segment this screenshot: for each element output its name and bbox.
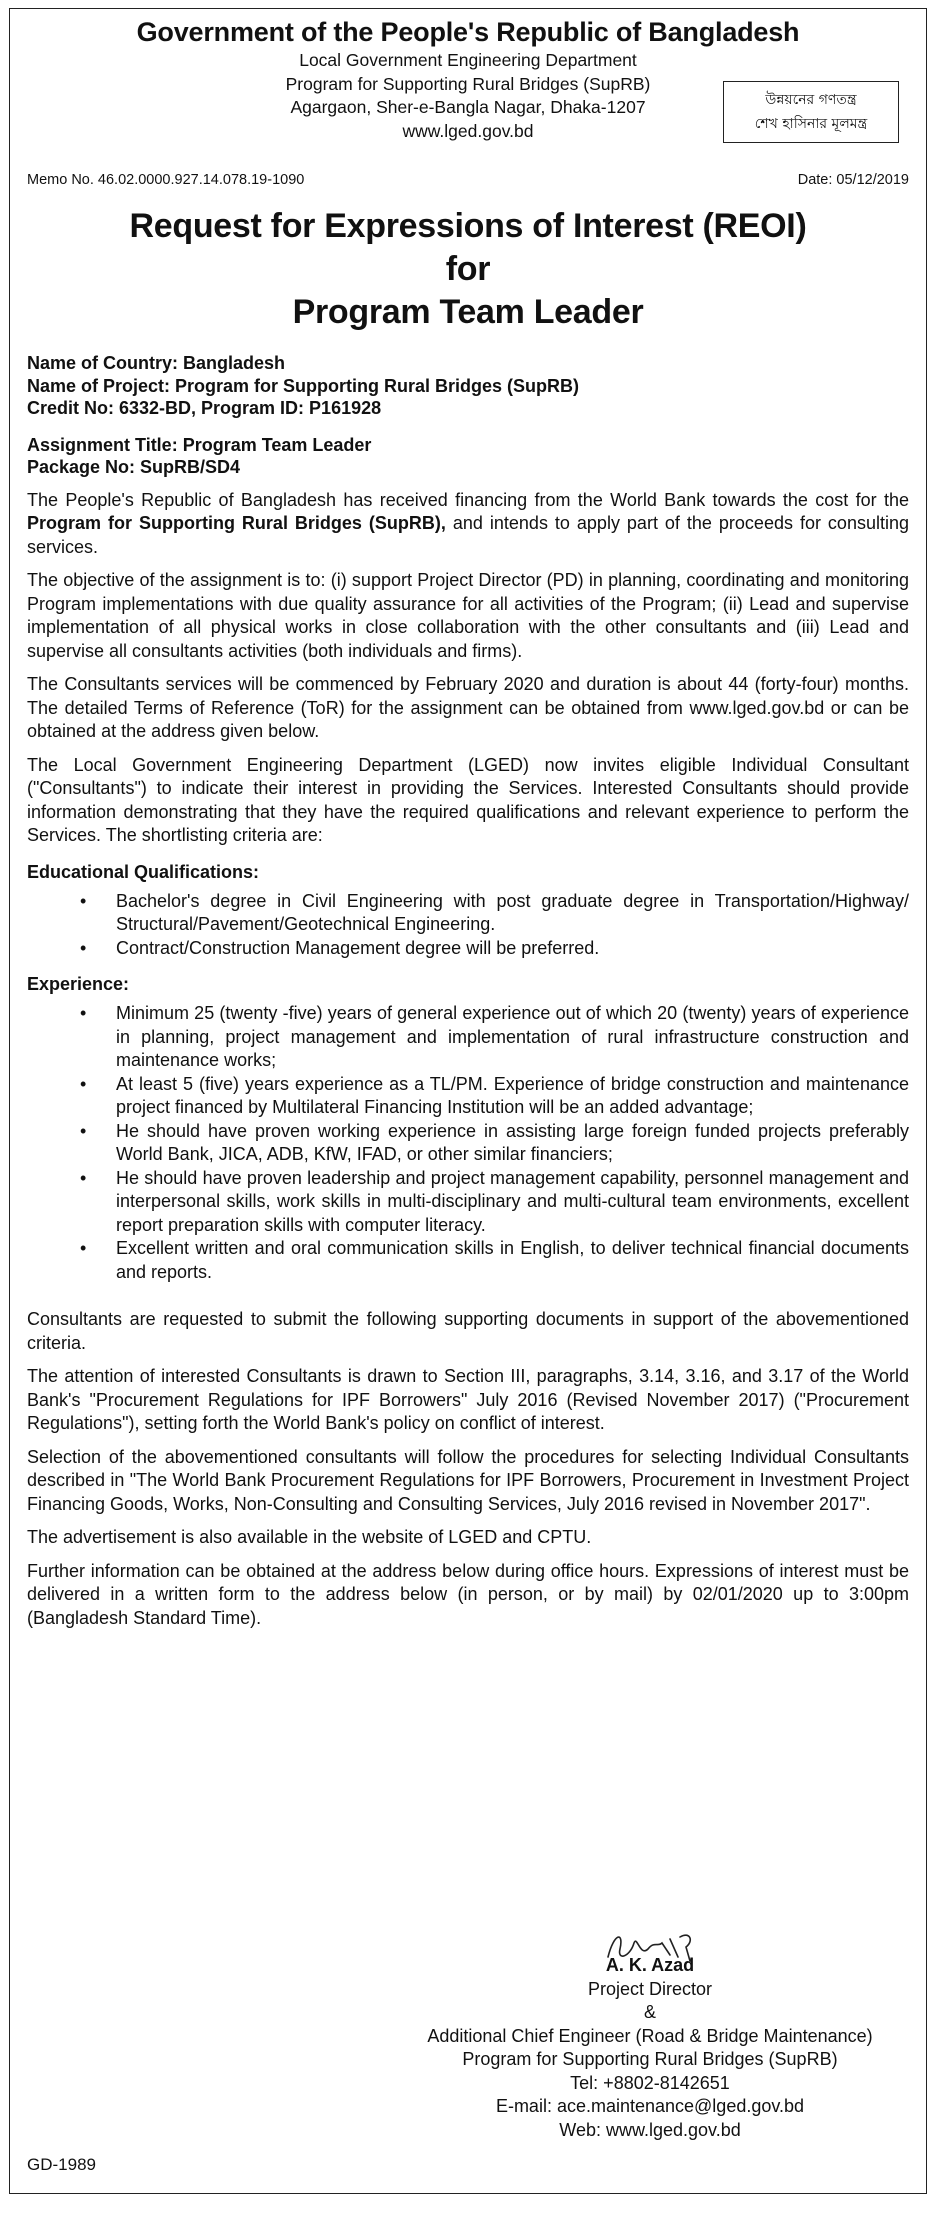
signatory-name: A. K. Azad [605,1955,695,1975]
financing-text-end: and intends to apply part of the proceeds for consulting services. [27,513,909,557]
government-name: Government of the People's Republic of Bangladesh [136,17,800,47]
memo-row [27,171,909,189]
signatory-ampersand: & [643,2002,656,2022]
paragraph-duration: The Consultants services will be commenced by February 2020 and duration is about 44 (forty-four) months. The detailed Terms of Reference (ToR) for the assignment can be obtained from www.lged.gov.bd or can be obtained at the address given below. [27,674,909,741]
slogan-line-2: শেখ হাসিনার মূলমন্ত্র [754,116,868,132]
signatory-role: Additional Chief Engineer (Road & Bridge Maintenance) [427,2025,873,2046]
paragraph-financing [27,489,909,560]
experience-item: • Excellent written and oral communication skills in English, to deliver technical financial documents and reports. [80,1237,909,1284]
signature-block [390,1954,910,2142]
paragraph-invitation: The Local Government Engineering Department (LGED) now invites eligible Individual Consultant ("Consultants") to indicate their interest in providing the Services. Interested Consultants should provide information demonstrating that they have the required qualifications and relevant experience to perform the Services. The shortlisting criteria are: [27,754,909,845]
financing-text-start: The People's Republic of Bangladesh has received financing from the World Bank towards the cost for the [27,489,909,510]
signatory-program: Program for Supporting Rural Bridges (SupRB) [462,2049,838,2069]
footer-code: GD-1989 [27,2155,96,2174]
experience-item: • He should have proven leadership and project management capability, personnel management and interpersonal skills, work skills in multi-disciplinary and multi-cultural team environments, excellent report preparation skills with computer literacy. [80,1167,909,1238]
paragraph-supporting-docs: Consultants are requested to submit the following supporting documents in support of the abovementioned criteria. [27,1309,909,1353]
slogan-line-1: উন্নয়নের গণতন্ত্র [765,92,857,108]
program-name: Program for Supporting Rural Bridges (SupRB) [285,73,651,94]
document-title [27,205,909,334]
education-list [27,890,909,961]
credit-number: Credit No: 6332-BD, Program ID: P161928 [27,398,382,418]
memo-number: Memo No. 46.02.0000.927.14.078.19-1090 [27,172,305,188]
education-heading: Educational Qualifications: [27,861,260,882]
office-address: Agargaon, Sher-e-Bangla Nagar, Dhaka-1207 [290,97,646,117]
title-line-1: Request for Expressions of Interest (REOI) [129,207,807,245]
signatory-title: Project Director [587,1978,713,1999]
signatory-email: E-mail: ace.maintenance@lged.gov.bd [495,2096,805,2116]
project-name: Name of Project: Program for Supporting Rural Bridges (SupRB) [27,375,580,396]
package-number: Package No: SupRB/SD4 [27,457,241,477]
signatory-telephone: Tel: +8802-8142651 [570,2072,730,2093]
assignment-title: Assignment Title: Program Team Leader [27,434,372,455]
signatory-website: Web: www.lged.gov.bd [559,2119,741,2140]
paragraph-advertisement: The advertisement is also available in the website of LGED and CPTU. [27,1527,592,1547]
education-item: • Contract/Construction Management degree will be preferred. [80,937,909,961]
paragraph-objective: The objective of the assignment is to: (i) support Project Director (PD) in planning, coordinating and monitoring Program implementations with due quality assurance for all activities of the Program; (ii) Lead and supervise implementation of all physical works in close collaboration with the other consultants and (iii) Lead and supervise all consultants activities (both individuals and firms). [27,570,909,661]
paragraph-further-info: Further information can be obtained at the address below during office hours. Expressions of interest must be delivered in a written form to the address below (in person, or by mail) by 02/01/2020 up to 3:00pm (Bangladesh Standard Time). [27,1560,909,1628]
experience-item: • Minimum 25 (twenty -five) years of general experience out of which 20 (twenty) years of experience in planning, project management and implementation of rural infrastructure construction and maintenance works; [80,1002,909,1073]
experience-item: • He should have proven working experience in assisting large foreign funded projects preferably World Bank, JICA, ADB, KfW, IFAD, or other similar financiers; [80,1120,909,1167]
slogan-box [723,81,899,143]
advertisement-page [9,8,927,2194]
experience-list [27,1002,909,1284]
department-name: Local Government Engineering Department [299,50,637,70]
project-info [27,352,909,420]
experience-heading: Experience: [27,974,130,994]
title-line-3: Program Team Leader [292,293,644,331]
title-line-2: for [445,250,491,288]
education-item: • Bachelor's degree in Civil Engineering with post graduate degree in Transportation/Highway/ Structural/Pavement/Geotechnical Engineering. [80,890,909,937]
memo-date: Date: 05/12/2019 [797,172,909,188]
paragraph-conflict-of-interest: The attention of interested Consultants is drawn to Section III, paragraphs, 3.14, 3.16, and 3.17 of the World Bank's "Procurement Regulations for IPF Borrowers" July 2016 (Revised November 2017) ("Procurement Regulations"), setting forth the World Bank's policy on conflict of interest. [27,1366,909,1433]
financing-program-name: Program for Supporting Rural Bridges (SupRB), [27,513,446,533]
country-name: Name of Country: Bangladesh [27,353,286,373]
assignment-info [27,434,909,479]
paragraph-selection: Selection of the abovementioned consultants will follow the procedures for selecting Individual Consultants described in "The World Bank Procurement Regulations for IPF Borrowers, Procurement in Investment Project Financing Goods, Works, Non-Consulting and Consulting Services, July 2016 revised in November 2017". [27,1446,909,1514]
header-website: www.lged.gov.bd [402,120,534,141]
letterhead [27,15,909,143]
experience-item: • At least 5 (five) years experience as a TL/PM. Experience of bridge construction and maintenance project financed by Multilateral Financing Institution will be an added advantage; [80,1073,909,1120]
